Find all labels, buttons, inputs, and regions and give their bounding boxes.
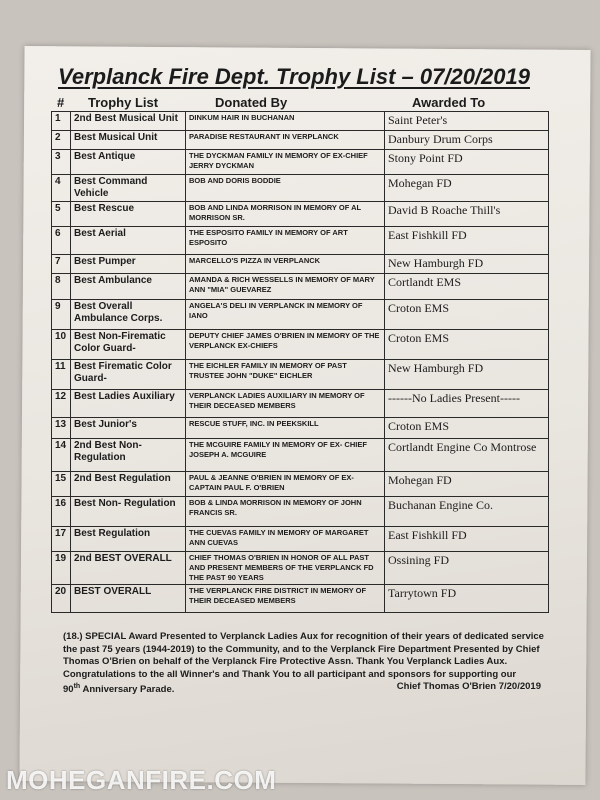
table-row: [52, 552, 549, 585]
trophy-name: Best Rescue: [71, 202, 186, 227]
table-row: [52, 227, 549, 255]
awarded-to: Buchanan Engine Co.: [385, 497, 549, 527]
trophy-name: Best Pumper: [71, 255, 186, 274]
row-number: 10: [52, 330, 71, 360]
signature: Chief Thomas O'Brien 7/20/2019: [396, 681, 541, 693]
anniversary-number: 90: [63, 684, 74, 696]
awarded-to: New Hamburgh FD: [385, 360, 549, 390]
trophy-name: Best Aerial: [71, 227, 186, 255]
awarded-to: Cortlandt EMS: [385, 274, 549, 300]
donor-name: PAUL & JEANNE O'BRIEN IN MEMORY OF EX- CAPTAIN PAUL F. O'BRIEN: [186, 472, 385, 497]
row-number: 16: [52, 497, 71, 527]
awarded-to: East Fishkill FD: [385, 527, 549, 552]
document-title: Verplanck Fire Dept. Trophy List – 07/20/2019: [58, 64, 530, 89]
table-row: [52, 274, 549, 300]
table-row: [52, 300, 549, 330]
trophy-table-body: [52, 112, 549, 613]
table-row: [52, 255, 549, 274]
donor-name: ANGELA'S DELI IN VERPLANCK IN MEMORY OF IANO: [186, 300, 385, 330]
awarded-to: David B Roache Thill's: [385, 202, 549, 227]
row-number: 5: [52, 202, 71, 227]
anniversary-line: [63, 681, 553, 697]
table-row: [52, 330, 549, 360]
congratulations-text: Congratulations to the all Winner's and Thank You to all participant and sponsors for supporting our: [63, 668, 517, 680]
table-row: [52, 527, 549, 552]
trophy-table: [51, 111, 549, 613]
trophy-name: Best Non-Firematic Color Guard-: [71, 330, 186, 360]
row-number: 19: [52, 552, 71, 585]
donor-name: THE VERPLANCK FIRE DISTRICT IN MEMORY OF THEIR DECEASED MEMBERS: [186, 585, 385, 613]
trophy-name: Best Command Vehicle: [71, 175, 186, 202]
donor-name: THE EICHLER FAMILY IN MEMORY OF PAST TRUSTEE JOHN "DUKE" EICHLER: [186, 360, 385, 390]
donor-name: THE CUEVAS FAMILY IN MEMORY OF MARGARET ANN CUEVAS: [186, 527, 385, 552]
row-number: 2: [52, 131, 71, 150]
trophy-name: Best Ambulance: [71, 274, 186, 300]
header-trophy: Trophy List: [88, 95, 159, 110]
table-row: [52, 439, 549, 472]
donor-name: BOB & LINDA MORRISON IN MEMORY OF JOHN FRANCIS SR.: [186, 497, 385, 527]
table-row: [52, 390, 549, 418]
row-number: 6: [52, 227, 71, 255]
header-number: #: [57, 95, 65, 110]
table-row: [52, 360, 549, 390]
special-award-note: (18.) SPECIAL Award Presented to Verplanck Ladies Aux for recognition of their years of dedicated service the past 75 years (1944-2019) to the Community, and to the Verplanck Fire Department Presented by Chief Thomas O'Brien on behalf of the Verplanck Fire Protective Assn. Thank You Verplanck Ladies Aux.: [63, 631, 544, 668]
congratulations-note: [63, 669, 553, 682]
awarded-to: Mohegan FD: [385, 472, 549, 497]
donor-name: MARCELLO'S PIZZA IN VERPLANCK: [186, 255, 385, 274]
awarded-to: Ossining FD: [385, 552, 549, 585]
row-number: 3: [52, 150, 71, 175]
table-row: [52, 585, 549, 613]
header-donor: Donated By: [215, 95, 288, 110]
trophy-name: Best Firematic Color Guard-: [71, 360, 186, 390]
row-number: 17: [52, 527, 71, 552]
trophy-name: Best Antique: [71, 150, 186, 175]
row-number: 20: [52, 585, 71, 613]
donor-name: THE ESPOSITO FAMILY IN MEMORY OF ART ESPOSITO: [186, 227, 385, 255]
table-row: [52, 131, 549, 150]
awarded-to: Croton EMS: [385, 300, 549, 330]
awarded-to: East Fishkill FD: [385, 227, 549, 255]
trophy-name: Best Non- Regulation: [71, 497, 186, 527]
table-row: [52, 472, 549, 497]
awarded-to: Mohegan FD: [385, 175, 549, 202]
table-row: [52, 497, 549, 527]
trophy-name: Best Regulation: [71, 527, 186, 552]
row-number: 4: [52, 175, 71, 202]
table-row: [52, 418, 549, 439]
table-row: [52, 150, 549, 175]
footer-notes: [63, 631, 553, 697]
row-number: 8: [52, 274, 71, 300]
table-row: [52, 112, 549, 131]
donor-name: VERPLANCK LADIES AUXILIARY IN MEMORY OF THEIR DECEASED MEMBERS: [186, 390, 385, 418]
trophy-name: BEST OVERALL: [71, 585, 186, 613]
awarded-to: Tarrytown FD: [385, 585, 549, 613]
trophy-name: 2nd Best Regulation: [71, 472, 186, 497]
row-number: 15: [52, 472, 71, 497]
trophy-name: Best Overall Ambulance Corps.: [71, 300, 186, 330]
trophy-name: 2nd Best Non-Regulation: [71, 439, 186, 472]
table-row: [52, 175, 549, 202]
trophy-name: Best Ladies Auxiliary: [71, 390, 186, 418]
trophy-name: 2nd BEST OVERALL: [71, 552, 186, 585]
awarded-to: ------No Ladies Present-----: [385, 390, 549, 418]
anniversary-text: Anniversary Parade.: [82, 684, 175, 696]
donor-name: CHIEF THOMAS O'BRIEN IN HONOR OF ALL PAST AND PRESENT MEMBERS OF THE VERPLANCK FD THE PAST 90 YEARS: [186, 552, 385, 585]
row-number: 9: [52, 300, 71, 330]
donor-name: RESCUE STUFF, INC. IN PEEKSKILL: [186, 418, 385, 439]
row-number: 1: [52, 112, 71, 131]
row-number: 7: [52, 255, 71, 274]
donor-name: THE DYCKMAN FAMILY IN MEMORY OF EX-CHIEF JERRY DYCKMAN: [186, 150, 385, 175]
donor-name: PARADISE RESTAURANT IN VERPLANCK: [186, 131, 385, 150]
donor-name: BOB AND LINDA MORRISON IN MEMORY OF AL MORRISON SR.: [186, 202, 385, 227]
donor-name: THE MCGUIRE FAMILY IN MEMORY OF EX- CHIEF JOSEPH A. MCGUIRE: [186, 439, 385, 472]
awarded-to: Saint Peter's: [385, 112, 549, 131]
row-number: 11: [52, 360, 71, 390]
awarded-to: Stony Point FD: [385, 150, 549, 175]
awarded-to: Croton EMS: [385, 330, 549, 360]
donor-name: DEPUTY CHIEF JAMES O'BRIEN IN MEMORY OF THE VERPLANCK EX-CHIEFS: [186, 330, 385, 360]
row-number: 14: [52, 439, 71, 472]
table-row: [52, 202, 549, 227]
site-watermark: MOHEGANFIRE.COM: [6, 765, 277, 795]
donor-name: BOB AND DORIS BODDIE: [186, 175, 385, 202]
header-awarded: Awarded To: [412, 95, 486, 110]
awarded-to: Cortlandt Engine Co Montrose: [385, 439, 549, 472]
trophy-name: 2nd Best Musical Unit: [71, 112, 186, 131]
awarded-to: New Hamburgh FD: [385, 255, 549, 274]
donor-name: AMANDA & RICH WESSELLS IN MEMORY OF MARY ANN "MIA" GUEVAREZ: [186, 274, 385, 300]
awarded-to: Danbury Drum Corps: [385, 131, 549, 150]
awarded-to: Croton EMS: [385, 418, 549, 439]
donor-name: DINKUM HAIR IN BUCHANAN: [186, 112, 385, 131]
anniversary-suffix: th: [73, 683, 81, 691]
trophy-name: Best Musical Unit: [71, 131, 186, 150]
row-number: 13: [52, 418, 71, 439]
trophy-name: Best Junior's: [71, 418, 186, 439]
row-number: 12: [52, 390, 71, 418]
